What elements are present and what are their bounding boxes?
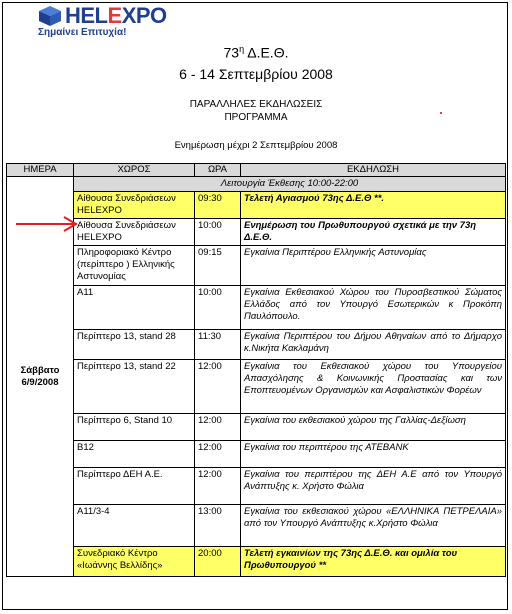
event-cell: Ενημέρωση του Πρωθυπουργού σχετικά με την 73η Δ.Ε.Θ. bbox=[241, 219, 506, 246]
event-cell: Εγκαίνια του περιπτέρου της ΔΕΗ Α.Ε από τον Υπουργό Ανάπτυξης κ. Χρήστο Φώλια bbox=[241, 468, 506, 505]
place-cell: Περίπτερο 13, stand 28 bbox=[74, 330, 195, 360]
event-cell: Τελετή Αγιασμού 73ης Δ.Ε.Θ **. bbox=[241, 192, 506, 219]
event-cell: Εγκαίνια του περιπτέρου της ΑΤΕBANK bbox=[241, 441, 506, 468]
place-cell: Β12 bbox=[74, 441, 195, 468]
table-row bbox=[7, 414, 506, 441]
time-cell: 12:00 bbox=[195, 360, 241, 414]
time-cell: 12:00 bbox=[195, 414, 241, 441]
operation-hours-row bbox=[7, 177, 506, 192]
brand-name: HELEXPO bbox=[65, 3, 167, 28]
place-cell: Περίπτερο ΔΕΗ Α.Ε. bbox=[74, 468, 195, 505]
table-row bbox=[7, 286, 506, 330]
stray-dot bbox=[440, 112, 442, 114]
place-cell: Α11 bbox=[74, 286, 195, 330]
event-cell: Τελετή εγκαινίων της 73ης Δ.Ε.Θ. και ομιλία του Πρωθυπουργού ** bbox=[241, 547, 506, 577]
col-header-place: ΧΩΡΟΣ bbox=[74, 164, 195, 177]
time-cell: 09:30 bbox=[195, 192, 241, 219]
event-cell: Εγκαίνια του εκθεσιακού χώρου της Γαλλίας-Δεξίωση bbox=[241, 414, 506, 441]
col-header-event: ΕΚΔΗΛΩΣΗ bbox=[241, 164, 506, 177]
col-header-day: ΗΜΕΡΑ bbox=[7, 164, 74, 177]
table-row bbox=[7, 246, 506, 286]
table-row bbox=[7, 441, 506, 468]
table-row bbox=[7, 219, 506, 246]
event-cell: Εγκαίνια Περιπτέρου του Δήμου Αθηναίων από το Δήμαρχο κ.Νικήτα Κακλαμάνη bbox=[241, 330, 506, 360]
time-cell: 12:00 bbox=[195, 441, 241, 468]
program-label: ΠΡΟΓΡΑΜΜΑ bbox=[224, 112, 288, 123]
time-cell: 10:00 bbox=[195, 219, 241, 246]
table-row bbox=[7, 330, 506, 360]
table-row bbox=[7, 468, 506, 505]
place-cell: Περίπτερο 6, Stand 10 bbox=[74, 414, 195, 441]
red-arrow-icon bbox=[14, 214, 80, 234]
cube-logo-icon bbox=[38, 5, 62, 27]
table-row bbox=[7, 192, 506, 219]
table-row bbox=[7, 547, 506, 577]
events-table bbox=[6, 163, 506, 577]
place-cell: Περίπτερο 13, stand 22 bbox=[74, 360, 195, 414]
time-cell: 09:15 bbox=[195, 246, 241, 286]
event-cell: Εγκαίνια του Εκθεσιακού χώρου του Υπουργείου Απασχόλησης & Κοινωνικής Προστασίας και των Εποπτευομένων Οργανισμών και Ασφαλιστικών Φορέων bbox=[241, 360, 506, 414]
time-cell: 10:00 bbox=[195, 286, 241, 330]
program-subtitle: ΠΑΡΑΛΛΗΛΕΣ ΕΚΔΗΛΩΣΕΙΣ bbox=[189, 99, 323, 110]
time-cell: 20:00 bbox=[195, 547, 241, 577]
event-dates: 6 - 14 Σεπτεμβρίου 2008 bbox=[179, 66, 333, 82]
event-cell: Εγκαίνια Περιπτέρου Ελληνικής Αστυνομίας bbox=[241, 246, 506, 286]
operation-hours: Λειτουργία Έκθεσης 10:00-22:00 bbox=[74, 177, 506, 192]
time-cell: 11:30 bbox=[195, 330, 241, 360]
brand-tagline: Σημαίνει Επιτυχία! bbox=[38, 27, 127, 38]
event-cell: Εγκαίνια του εκθεσιακού χώρου «ΕΛΛΗΝΙΚΑ ΠΕΤΡΕΛΑΙΑ» από τον Υπουργό Ανάπτυξης κ.Χρήστο Φώλια bbox=[241, 505, 506, 547]
place-cell: Αίθουσα Συνεδριάσεων HELEXPO bbox=[74, 192, 195, 219]
day-cell bbox=[7, 177, 74, 577]
event-cell: Εγκαίνια Εκθεσιακού Χώρου του Πυροσβεστικού Σώματος Ελλάδος από τον Υπουργό Εσωτερικών κ Προκόπη Παυλόπουλο. bbox=[241, 286, 506, 330]
time-cell: 13:00 bbox=[195, 505, 241, 547]
place-cell: Συνεδριακό Κέντρο «Ιωάννης Βελλίδης» bbox=[74, 547, 195, 577]
day-label: Σάββατο 6/9/2008 bbox=[20, 364, 60, 388]
place-cell: Α11/3-4 bbox=[74, 505, 195, 547]
time-cell: 12:00 bbox=[195, 468, 241, 505]
helexpo-logo bbox=[38, 3, 167, 38]
edition-title: $73^\eta$ Δ.Ε.Θ. bbox=[223, 44, 289, 61]
table-row bbox=[7, 360, 506, 414]
update-note: Ενημέρωση μέχρι 2 Σεπτεμβρίου 2008 bbox=[174, 140, 338, 151]
table-row bbox=[7, 505, 506, 547]
table-header-row bbox=[7, 164, 506, 177]
place-cell: Αίθουσα Συνεδριάσεων HELEXPO bbox=[74, 219, 195, 246]
place-cell: Πληροφοριακό Κέντρο (περίπτερο ) Ελληνικής Αστυνομίας bbox=[74, 246, 195, 286]
col-header-time: ΩΡΑ bbox=[195, 164, 241, 177]
